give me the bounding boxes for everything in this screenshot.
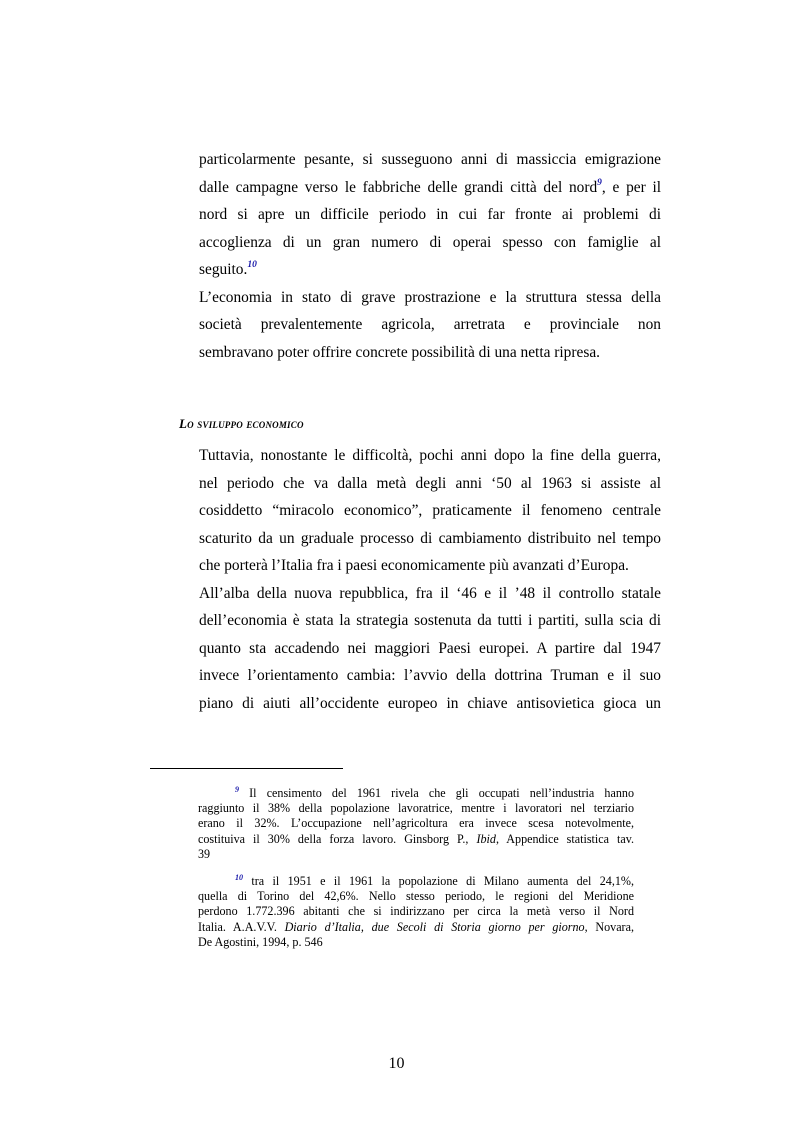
text-span: , Novara, [584, 919, 634, 934]
footnote-10 [198, 874, 634, 950]
section-heading: Lo sviluppo economico [179, 416, 304, 431]
text-line: piano di aiuti all’occidente europeo in chiave antisovietica gioca un [199, 694, 661, 712]
text-span: , e per il [601, 178, 661, 196]
footnote-reference[interactable]: 9 [597, 177, 602, 188]
text-line: Tuttavia, nonostante le difficoltà, pochi anni dopo la fine della guerra, [199, 447, 661, 464]
footnote-9 [198, 786, 634, 862]
text-span: Italia. A.A.V.V. [198, 919, 277, 934]
text-line: sembravano poter offrire concrete possibilità di una netta ripresa. [199, 343, 601, 361]
footnote-separator [150, 768, 343, 769]
footnote-line: quella di Torino del 42,6%. Nello stesso periodo, le regioni del Meridione [198, 889, 634, 904]
footnote-line [198, 920, 634, 935]
paragraph-1 [199, 146, 661, 366]
text-span: tra il 1951 e il 1961 la popolazione di Milano aumenta del 24,1%, [251, 874, 634, 888]
text-line: società prevalentemente agricola, arretrata e provinciale non [199, 316, 661, 333]
text-line: L’economia in stato di grave prostrazione e la struttura stessa della [199, 288, 661, 306]
text-line: dell’economia è stata la strategia sostenuta da tutti i partiti, sulla scia di [199, 612, 661, 629]
text-line: quanto sta accadendo nei maggiori Paesi europei. A partire dal 1947 [199, 639, 661, 657]
text-line: cosiddetto “miracolo economico”, praticamente il fenomeno centrale [199, 502, 661, 519]
text-line: All’alba della nuova repubblica, fra il ‘46 e il ’48 il controllo statale [199, 584, 661, 602]
footnote-line: perdono 1.772.396 abitanti che si indirizzano per circa la metà verso il Nord [198, 904, 634, 919]
footnote-line [198, 786, 634, 801]
footnote-marker: 9 [235, 785, 239, 794]
text-line: particolarmente pesante, si susseguono anni di massiccia emigrazione [199, 151, 661, 168]
page-number: 10 [388, 1055, 405, 1072]
footnote-line: 39 [198, 846, 211, 861]
footnote-line: raggiunto il 38% della popolazione lavoratrice, mentre i lavoratori nel terziario [198, 801, 634, 816]
text-span: seguito. [199, 261, 248, 278]
footnote-reference[interactable]: 10 [247, 260, 257, 270]
text-line [199, 256, 661, 284]
text-span: , Appendice statistica tav. [495, 831, 635, 846]
footnote-line: erano il 32%. L’occupazione nell’agricoltura era invece scesa notevolmente, [198, 816, 634, 831]
text-line: accoglienza di un gran numero di operai spesso con famiglie al [199, 233, 661, 251]
footnote-marker: 10 [235, 873, 243, 882]
text-line [199, 174, 661, 202]
text-span: dalle campagne verso le fabbriche delle grandi città del nord [199, 178, 598, 196]
text-span: Il censimento del 1961 rivela che gli occupati nell’industria hanno [249, 786, 634, 800]
text-line: nel periodo che va dalla metà degli anni ‘50 al 1963 si assiste al [199, 474, 661, 492]
footnote-line: De Agostini, 1994, p. 546 [198, 934, 323, 949]
text-line: invece l’orientamento cambia: l’avvio della dottrina Truman e il suo [199, 667, 661, 684]
text-line: che porterà l’Italia fra i paesi economicamente più avanzati d’Europa. [199, 557, 629, 574]
footnote-line [198, 874, 634, 889]
text-span: costituiva il 30% della forza lavoro. Ginsborg P., [198, 831, 469, 846]
citation-title: Ibid [476, 831, 496, 846]
citation-title: Diario d’Italia, due Secoli di Storia giorno per giorno [284, 919, 585, 934]
footnote-line [198, 832, 634, 847]
paragraph-2 [199, 442, 661, 717]
text-line: scaturito da un graduale processo di cambiamento distribuito nel tempo [199, 529, 661, 547]
text-line: nord si apre un difficile periodo in cui far fronte ai problemi di [199, 206, 661, 223]
